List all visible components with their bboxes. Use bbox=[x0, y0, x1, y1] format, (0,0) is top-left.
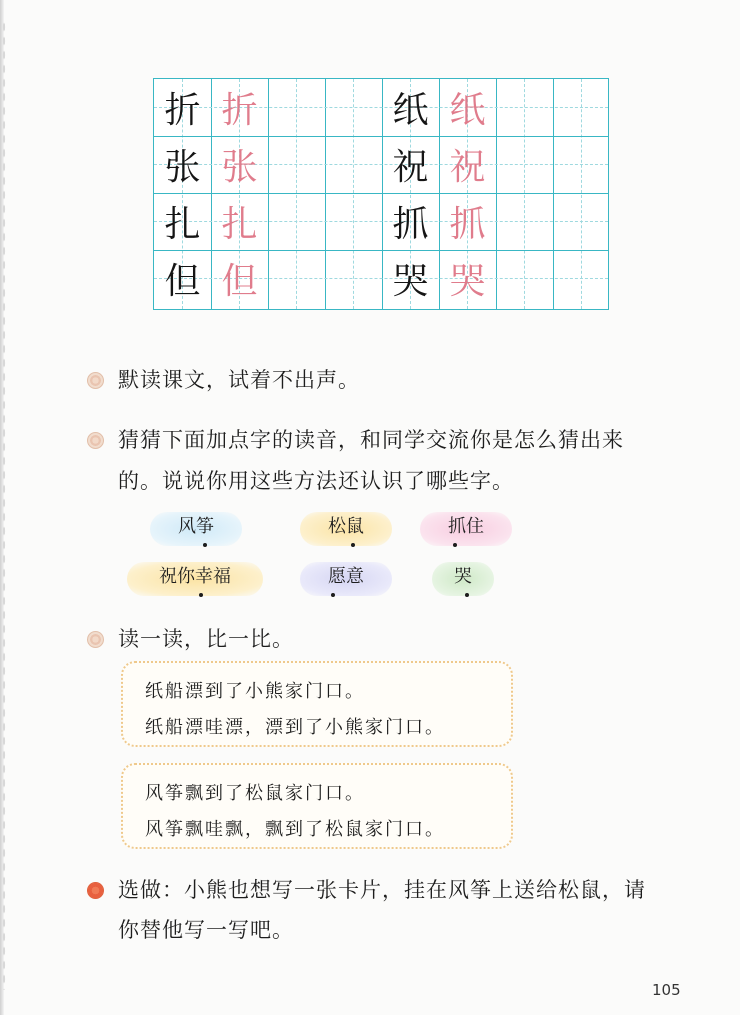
compare-sentence: 风筝飘哇飘，飘到了松鼠家门口。 bbox=[145, 819, 445, 840]
tracing-char: 但 bbox=[221, 261, 258, 302]
compare-box-paper-boat bbox=[121, 661, 513, 747]
model-char: 抓 bbox=[392, 204, 429, 245]
page-number: 105 bbox=[652, 981, 681, 999]
optional-bullet-icon bbox=[87, 882, 104, 899]
compare-sentence: 纸船漂哇漂，漂到了小熊家门口。 bbox=[145, 717, 445, 738]
word-chip: 抓住 bbox=[420, 512, 512, 546]
model-char: 扎 bbox=[164, 204, 201, 245]
model-char: 张 bbox=[164, 147, 201, 188]
compare-box-kite bbox=[121, 763, 513, 849]
emphasis-dot bbox=[331, 593, 335, 597]
character-practice-grid bbox=[153, 78, 609, 310]
instruction-silent-reading: 默读课文，试着不出声。 bbox=[118, 368, 360, 392]
tracing-char: 哭 bbox=[449, 261, 486, 302]
word-chip: 松鼠 bbox=[300, 512, 392, 546]
tracing-char: 纸 bbox=[449, 90, 486, 131]
bullet-icon bbox=[87, 631, 104, 648]
model-char: 但 bbox=[164, 261, 201, 302]
emphasis-dot bbox=[199, 593, 203, 597]
word-chip: 祝你幸福 bbox=[127, 562, 263, 596]
word-chip: 风筝 bbox=[150, 512, 242, 546]
model-char: 折 bbox=[164, 90, 201, 131]
instruction-optional-card-line2: 你替他写一写吧。 bbox=[118, 918, 294, 942]
emphasis-dot bbox=[465, 593, 469, 597]
emphasis-dot bbox=[203, 543, 207, 547]
compare-sentence: 纸船漂到了小熊家门口。 bbox=[145, 681, 365, 702]
instruction-read-compare: 读一读，比一比。 bbox=[118, 627, 294, 651]
emphasis-dot bbox=[351, 543, 355, 547]
tracing-char: 张 bbox=[221, 147, 258, 188]
bullet-icon bbox=[87, 372, 104, 389]
bullet-icon bbox=[87, 432, 104, 449]
binding-holes bbox=[2, 20, 6, 990]
compare-sentence: 风筝飘到了松鼠家门口。 bbox=[145, 783, 365, 804]
model-char: 纸 bbox=[392, 90, 429, 131]
word-chip: 哭 bbox=[432, 562, 494, 596]
tracing-char: 抓 bbox=[449, 204, 486, 245]
model-char: 哭 bbox=[392, 261, 429, 302]
instruction-optional-card-line1: 选做：小熊也想写一张卡片，挂在风筝上送给松鼠，请 bbox=[118, 878, 646, 902]
tracing-char: 扎 bbox=[221, 204, 258, 245]
emphasis-dot bbox=[453, 543, 457, 547]
tracing-char: 祝 bbox=[449, 147, 486, 188]
instruction-guess-line2: 的。说说你用这些方法还认识了哪些字。 bbox=[118, 469, 514, 493]
model-char: 祝 bbox=[392, 147, 429, 188]
instruction-guess-line1: 猜猜下面加点字的读音，和同学交流你是怎么猜出来 bbox=[118, 428, 624, 452]
tracing-char: 折 bbox=[221, 90, 258, 131]
word-chip: 愿意 bbox=[300, 562, 392, 596]
